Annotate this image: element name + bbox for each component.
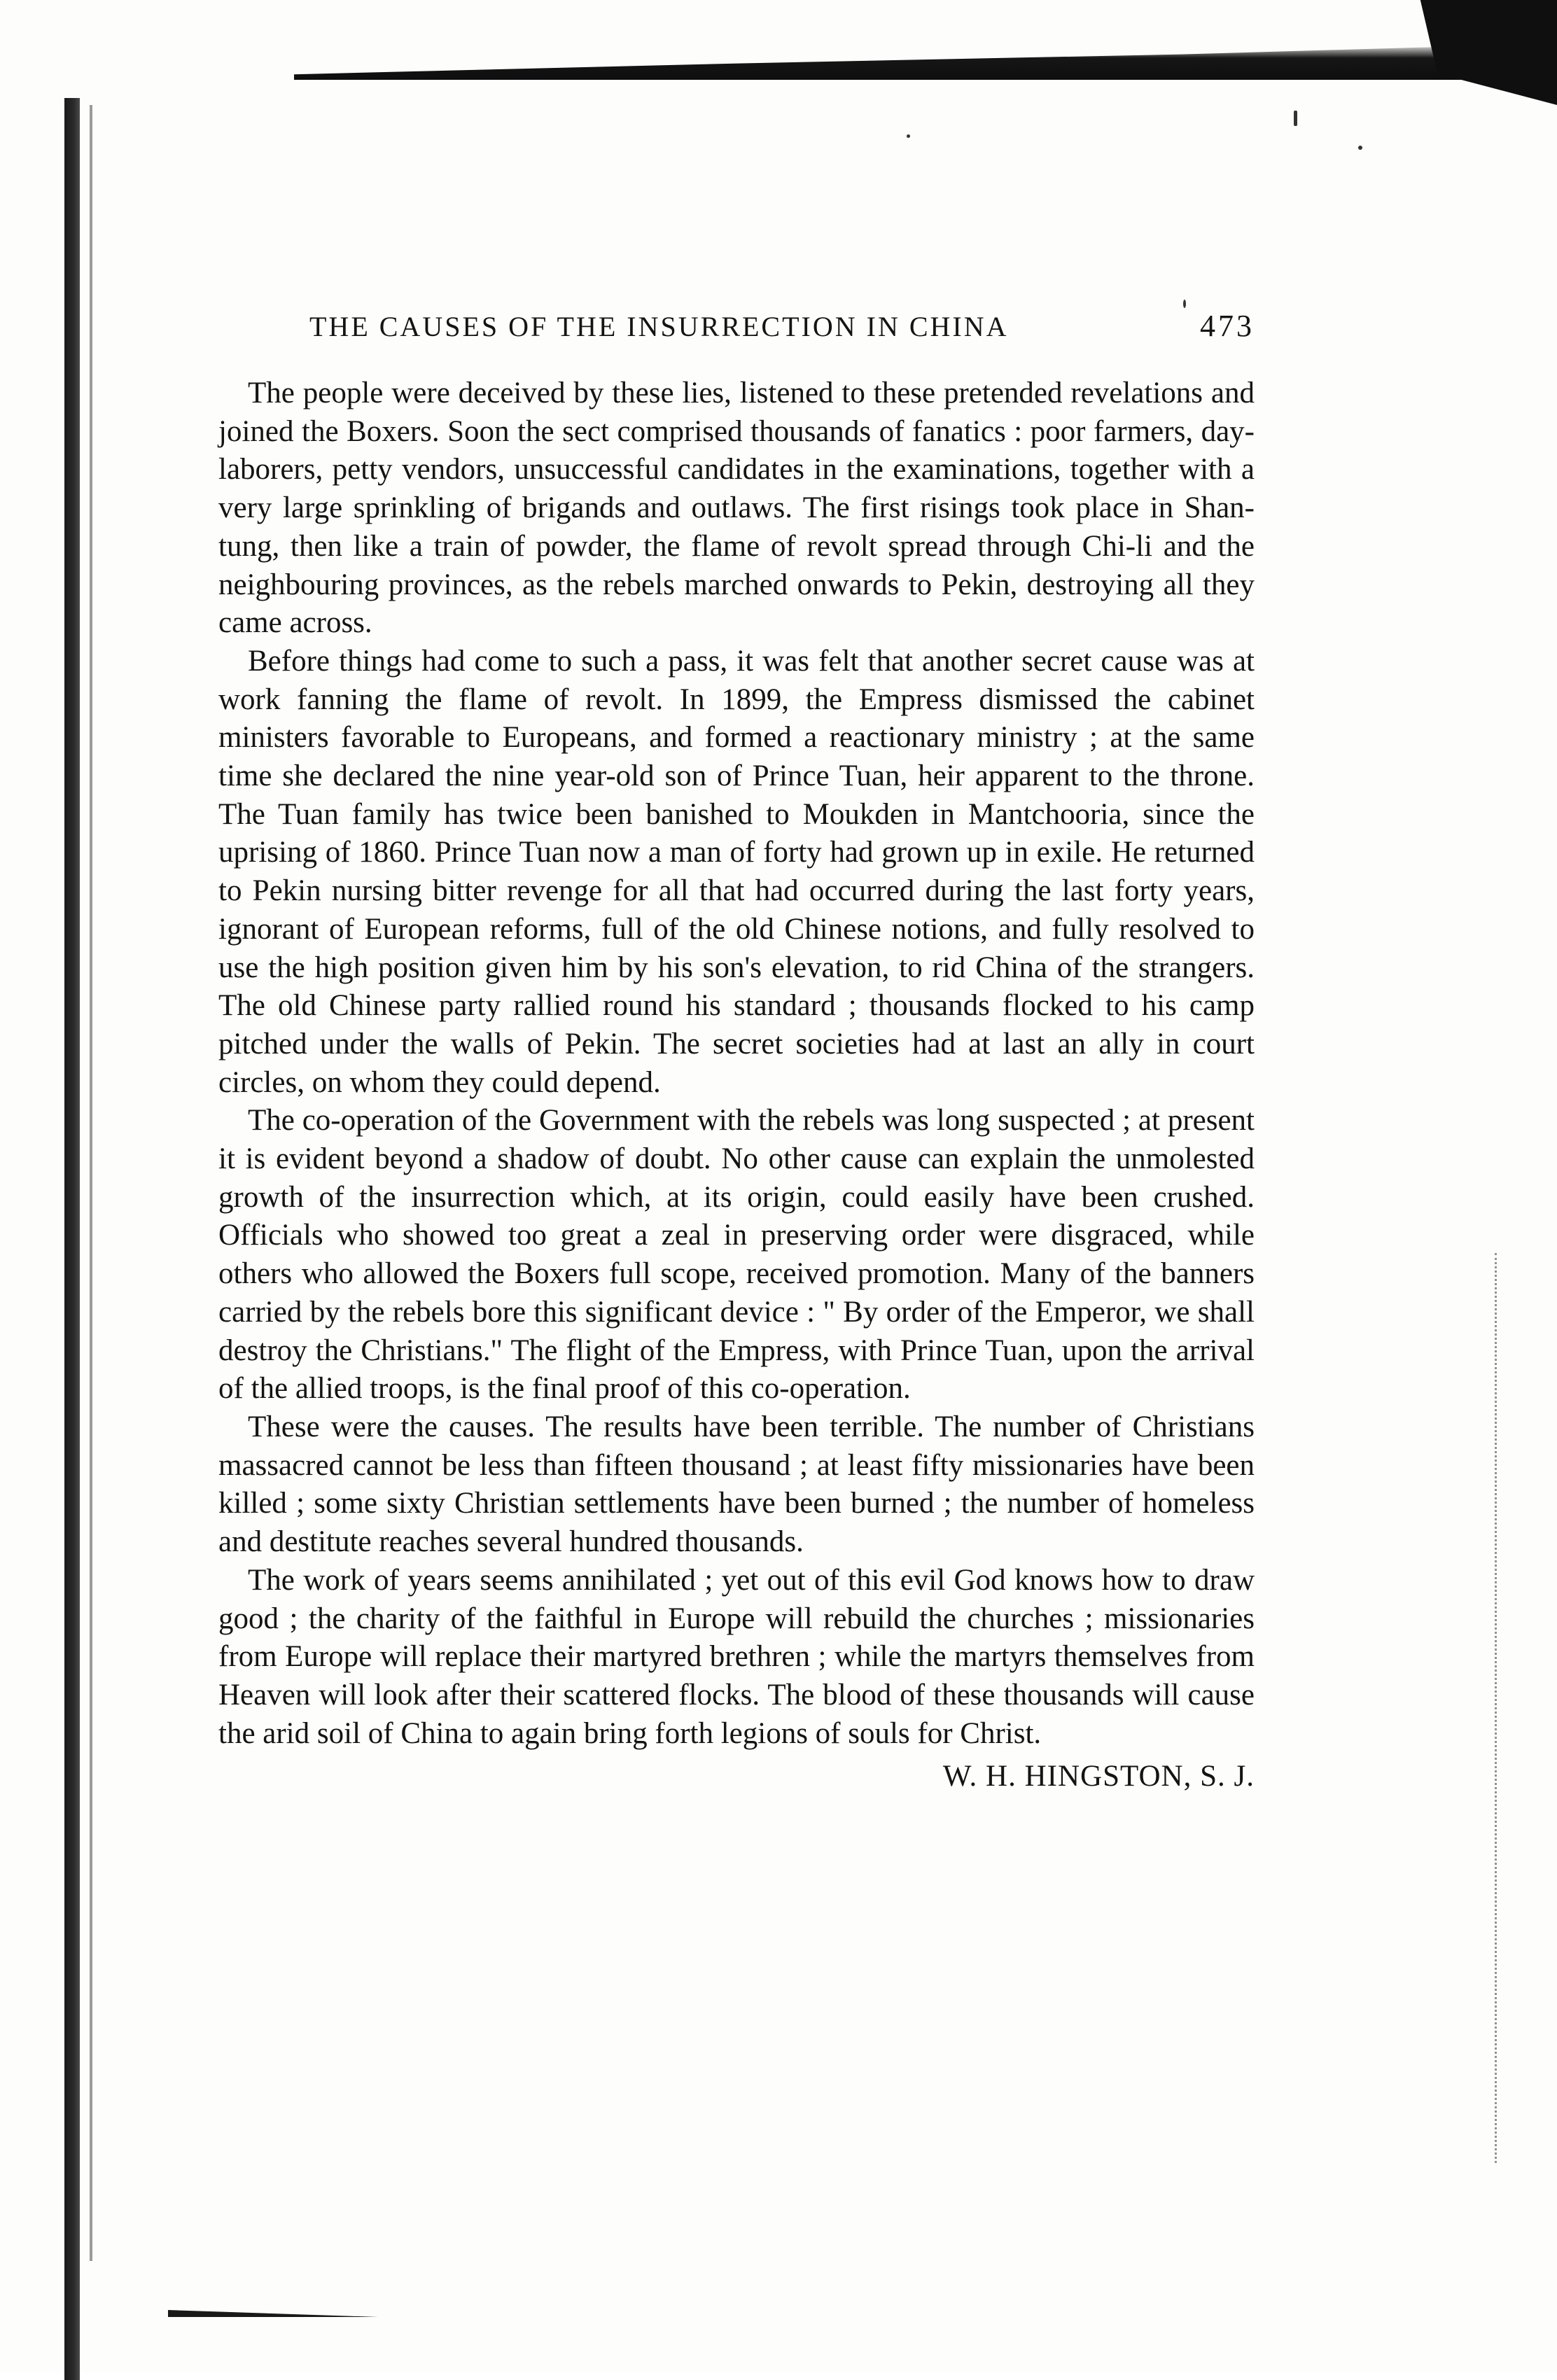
paragraph: The work of years seems annihilated ; yet out of this evil God knows how to draw good ; the charity of the faithful in Europe will rebuild the churches ; missionaries from Europe will replace their martyred brethren ; while the martyrs themselves from Heaven will look after their scattered flocks. The blood of these thousands will cause the arid soil of China to again bring forth legions of souls for Christ. — [218, 1563, 1255, 1750]
paragraph: Before things had come to such a pass, it was felt that another secret cause was at work fanning the flame of revolt. In 1899, the Empress dismissed the cabinet ministers favorable to Europeans, and formed a reactionary ministry ; at the same time she declared the nine year-old son of Prince Tuan, heir apparent to the throne. The Tuan family has twice been banished to Moukden in Mantchooria, since the uprising of 1860. Prince Tuan now a man of forty had grown up in exile. He returned to Pekin nursing bitter revenge for all that had occurred during the last forty years, ignorant of European reforms, full of the old Chinese notions, and fully resolved to use the high position given him by his son's elevation, to rid China of the strangers. The old Chinese party rallied round his standard ; thousands flocked to his camp pitched under the walls of Pekin. The secret societies had at last an ally in court circles, on whom they could depend. — [218, 644, 1255, 1099]
binding-edge-shadow — [64, 98, 80, 2380]
scan-speck — [1358, 146, 1362, 150]
paragraph: The people were deceived by these lies, listened to these pretended revelations and joined the Boxers. Soon the sect comprised thousands of fanatics : poor farmers, day-laborers, petty vendors, unsuccessful candidates in the examinations, together with a very large sprinkling of brigands and outlaws. The first risings took place in Shan-tung, then like a train of powder, the flame of revolt spread through Chi-li and the neighbouring provinces, as the rebels marched onwards to Pekin, destroying all they came across. — [218, 377, 1255, 640]
paragraph: The co-operation of the Government with the rebels was long suspected ; at present it is evident beyond a shadow of doubt. No other cause can explain the unmolested growth of the insurrection which, at its origin, could easily have been crushed. Officials who showed too great a zeal in preserving order were disgraced, while others who allowed the Boxers full scope, received promotion. Many of the banners carried by the rebels bore this significant device : " By order of the Emperor, we shall destroy the Christians." The flight of the Empress, with Prince Tuan, upon the arrival of the allied troops, is the final proof of this co-operation. — [218, 1104, 1255, 1406]
binding-edge-line — [90, 105, 92, 2261]
running-head-title: THE CAUSES OF THE INSURRECTION IN CHINA — [309, 311, 1009, 342]
scan-bottom-shadow — [168, 2310, 378, 2317]
page-number: 473 — [1200, 309, 1255, 343]
running-head — [218, 308, 1255, 344]
scan-speck — [907, 134, 910, 138]
scan-speck — [1183, 300, 1186, 308]
article-text — [218, 308, 1255, 1796]
paragraph: These were the causes. The results have been terrible. The number of Christians massacred cannot be less than fifteen thousand ; at least fifty missionaries have been killed ; some sixty Christian settlements have been burned ; the number of homeless and destitute reaches several hundred thousands. — [218, 1410, 1255, 1559]
scan-edge-streak — [294, 43, 1557, 80]
author-name: W. H. HINGSTON, S. J. — [942, 1760, 1255, 1793]
scan-margin-specks — [1495, 1253, 1518, 2163]
scan-speck — [1294, 111, 1297, 126]
author-signature — [218, 1757, 1255, 1796]
